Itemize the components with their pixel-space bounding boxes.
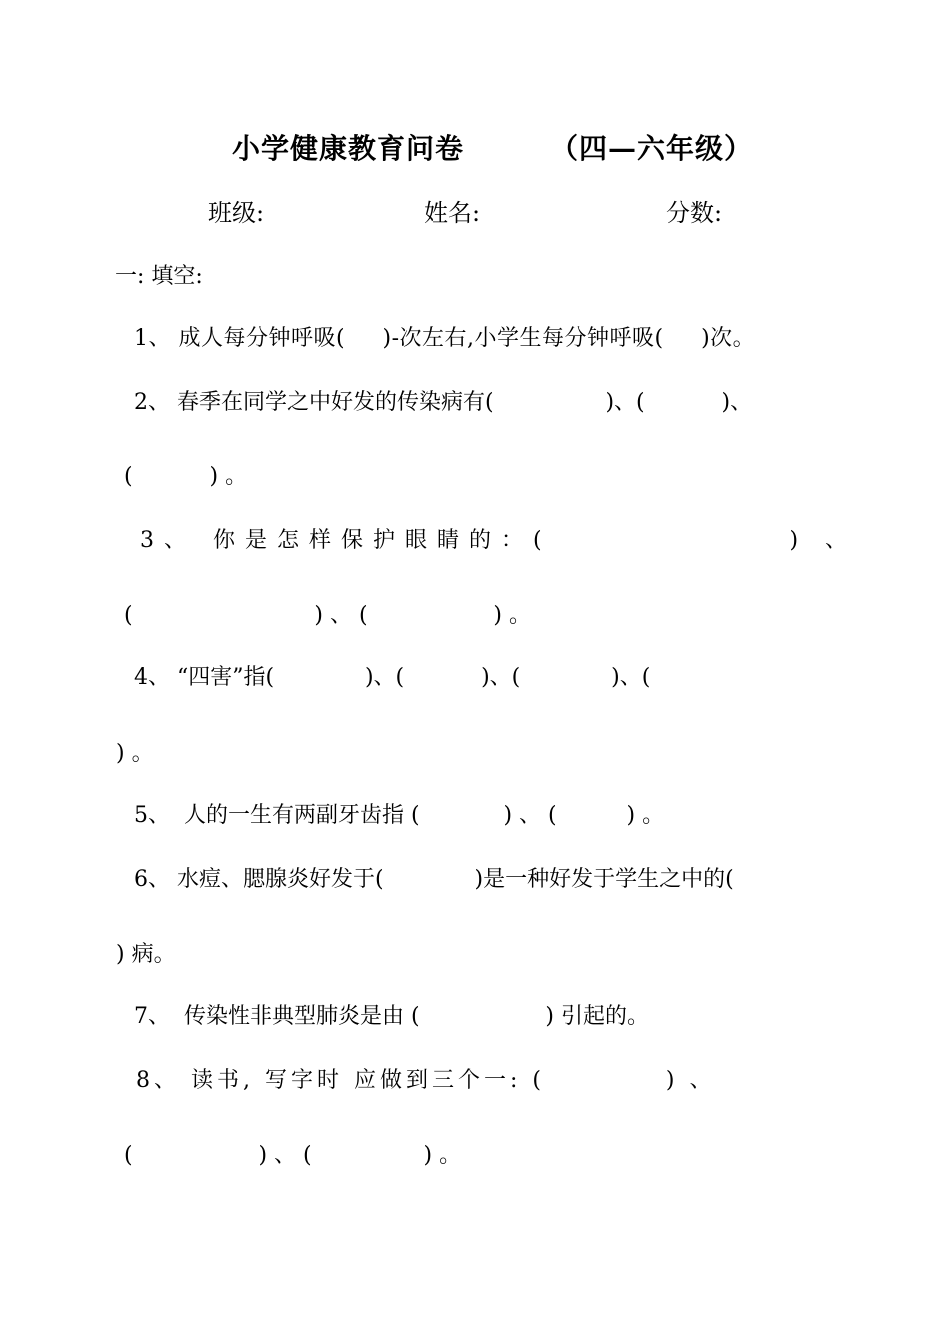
question-2-line-1: 2、 春季在同学之中好发的传染病有( )、( )、 bbox=[134, 390, 753, 415]
question-1-line-1: 1、 成人每分钟呼吸( )-次左右,小学生每分钟呼吸( )次。 bbox=[134, 326, 756, 351]
score-label: 分数: bbox=[666, 199, 723, 227]
question-4-line-2: ) 。 bbox=[116, 741, 154, 766]
question-5-line-1: 5、 人的一生有两副牙齿指 ( ) 、 ( ) 。 bbox=[134, 803, 665, 828]
class-label: 班级: bbox=[208, 199, 265, 227]
question-3-line-2: ( ) 、 ( ) 。 bbox=[124, 603, 532, 628]
question-6-line-2: ) 病。 bbox=[116, 942, 176, 967]
question-7-line-1: 7、 传染性非典型肺炎是由 ( ) 引起的。 bbox=[134, 1004, 650, 1029]
question-2-line-2: ( ) 。 bbox=[124, 464, 248, 489]
section-heading: 一: 填空: bbox=[115, 264, 203, 289]
question-3-line-1: 3、 你是怎样保护眼睛的：( ) 、 bbox=[140, 528, 858, 553]
question-8-line-1: 8、 读书, 写字时 应做到三个一: ( ) 、 bbox=[136, 1068, 716, 1093]
question-6-line-1: 6、 水痘、腮腺炎好发于( )是一种好发于学生之中的( bbox=[134, 867, 734, 892]
question-8-line-2: ( ) 、 ( ) 。 bbox=[124, 1143, 462, 1168]
question-4-line-1: 4、 “四害”指( )、( )、( )、( bbox=[134, 665, 651, 690]
page-title: 小学健康教育问卷 （四—六年级） bbox=[232, 132, 753, 165]
name-label: 姓名: bbox=[424, 199, 481, 227]
